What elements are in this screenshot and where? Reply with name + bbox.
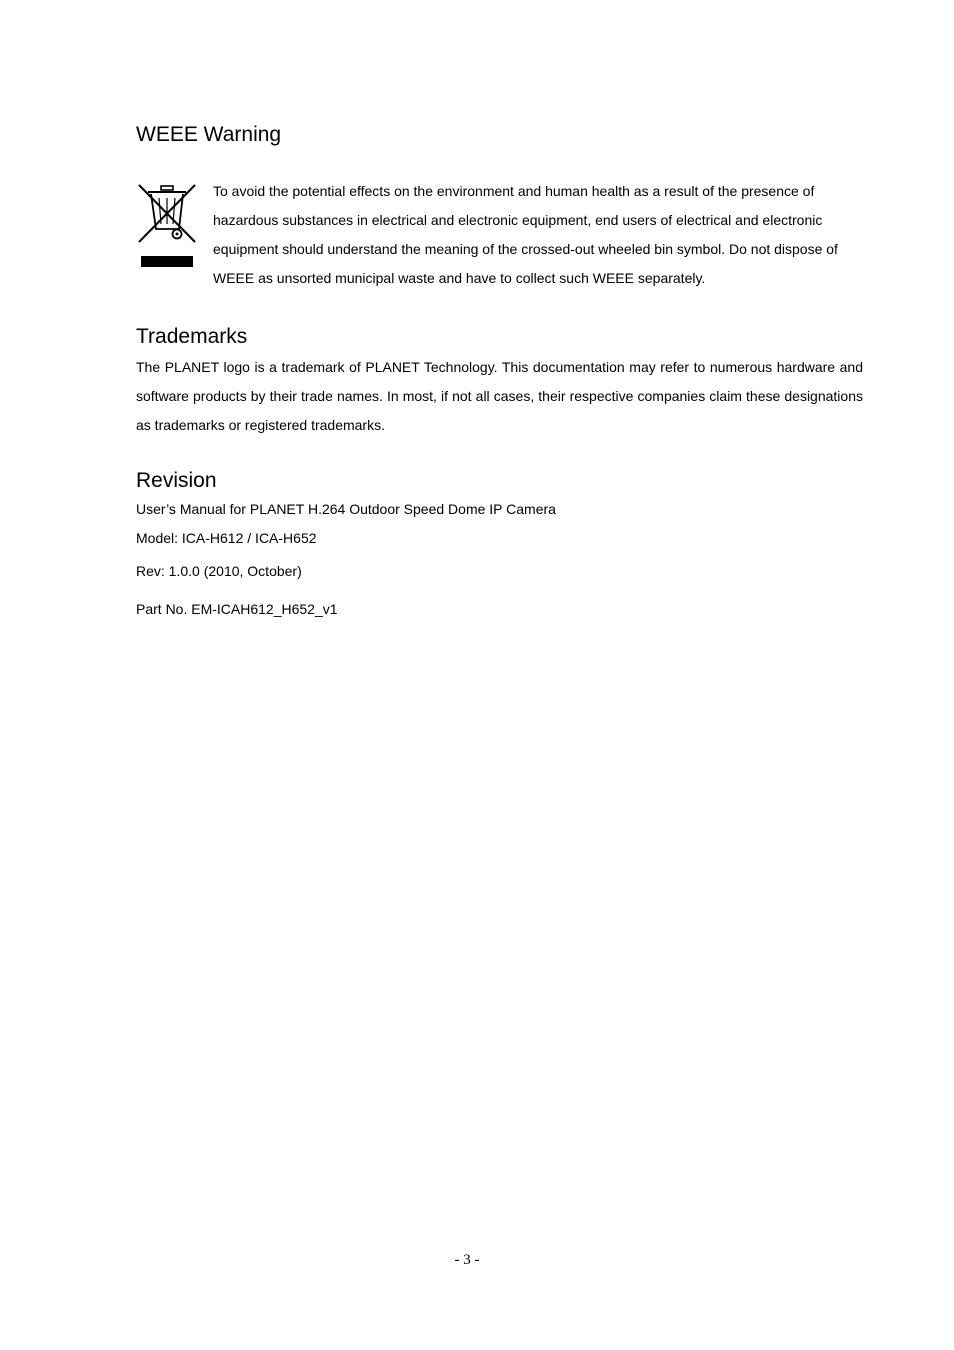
revision-part-number: Part No. EM-ICAH612_H652_v1	[136, 601, 338, 617]
revision-heading: Revision	[136, 469, 217, 492]
revision-version: Rev: 1.0.0 (2010, October)	[136, 563, 302, 579]
weee-heading: WEEE Warning	[136, 123, 282, 146]
revision-manual-title: User’s Manual for PLANET H.264 Outdoor Speed Dome IP Camera	[136, 501, 556, 517]
page-number: - 3 -	[454, 1252, 480, 1268]
weee-paragraph: To avoid the potential effects on the environment and human health as a result of the presence of hazardous substances in electrical and electronic equipment, end users of electrical and electronic equipment should understand the meaning of the crossed-out wheeled bin symbol. Do not dispose of WEEE as unsorted municipal waste and have to collect such WEEE separately.	[213, 183, 838, 286]
crossed-out-wheeled-bin-icon	[136, 182, 198, 270]
revision-model: Model: ICA-H612 / ICA-H652	[136, 530, 317, 546]
trademarks-paragraph: The PLANET logo is a trademark of PLANET Technology. This documentation may refer to numerous hardware and software products by their trade names. In most, if not all cases, their respective companies claim these designations as trademarks or registered trademarks.	[136, 359, 863, 433]
trademarks-heading: Trademarks	[136, 325, 248, 348]
